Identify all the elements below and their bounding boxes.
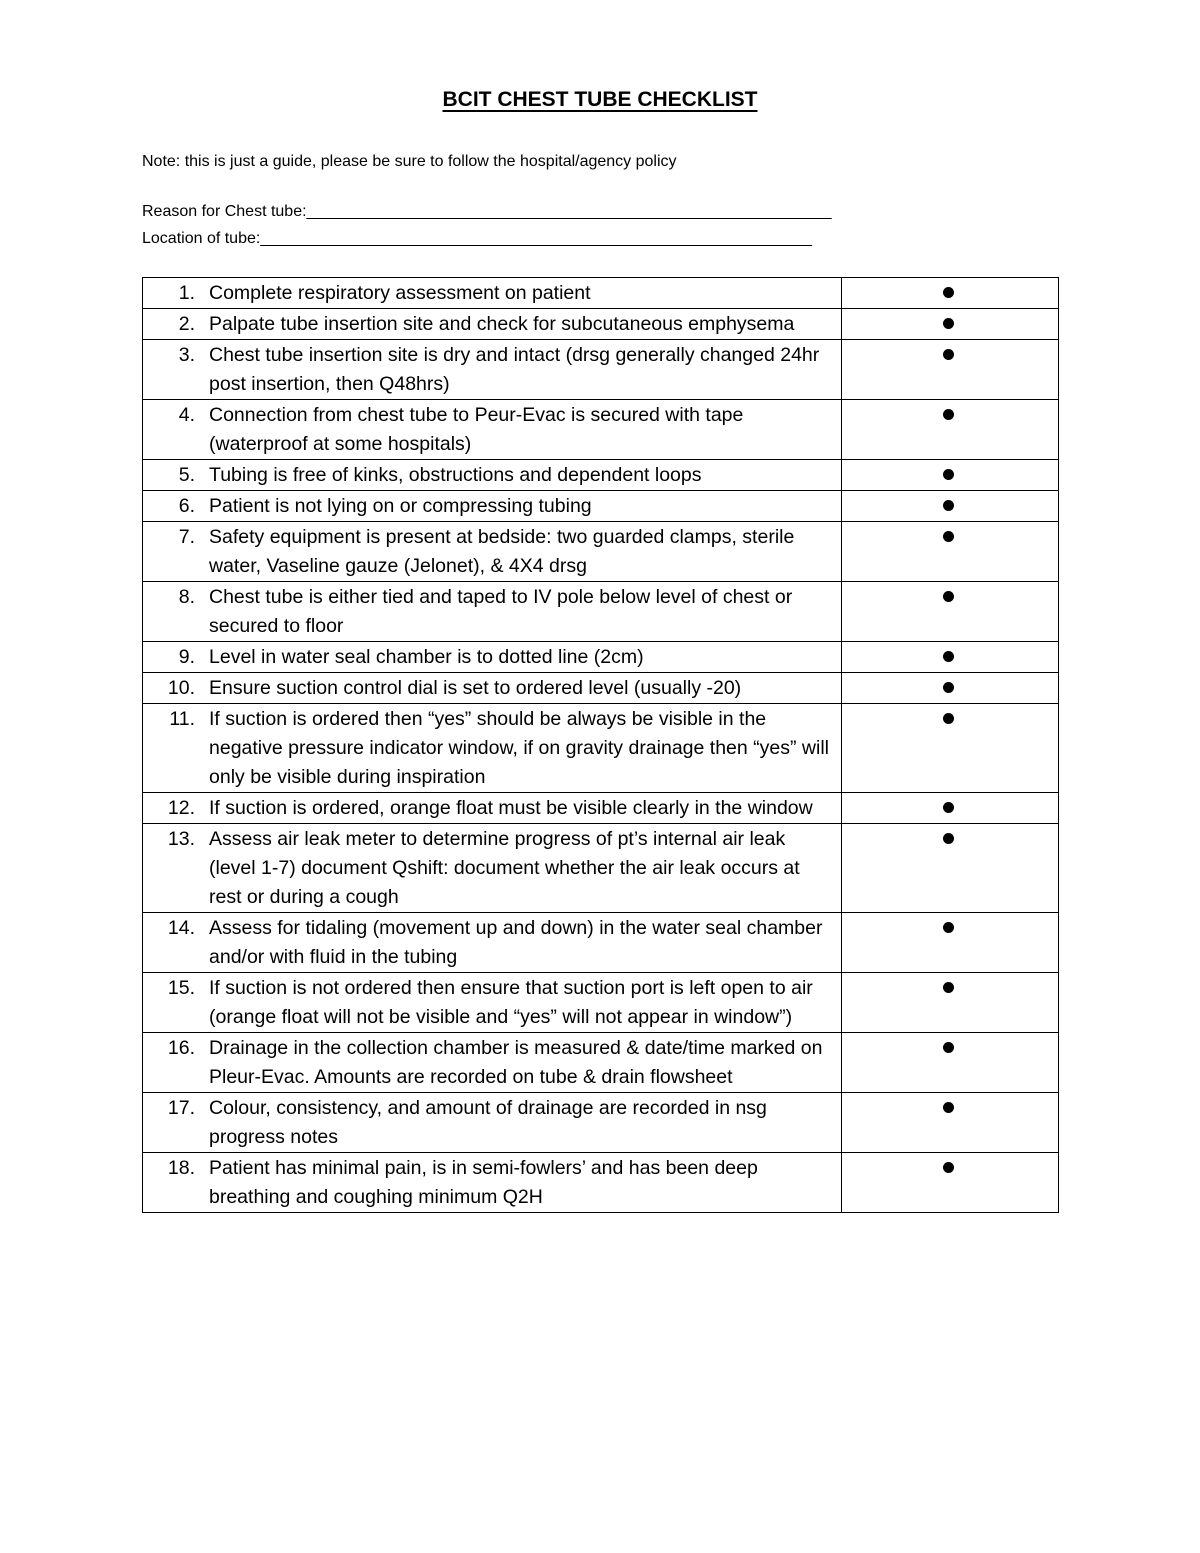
item-number: 16. (167, 1037, 195, 1059)
check-cell (841, 913, 1058, 973)
checklist-item (143, 400, 841, 459)
checklist-row-10 (143, 673, 1059, 704)
bullet-icon (943, 500, 954, 511)
checklist-body (143, 278, 1059, 1213)
checklist-item (143, 642, 841, 672)
checklist-item (143, 1033, 841, 1092)
item-text: Drainage in the collection chamber is measured & date/time marked on Pleur-Evac. Amounts are recorded on tube & drain flowsheet (209, 1037, 823, 1088)
bullet-icon (943, 349, 954, 360)
item-number: 15. (167, 977, 195, 999)
checklist-row-12 (143, 793, 1059, 824)
checklist-item-cell (143, 522, 842, 582)
item-text: Assess air leak meter to determine progress of pt’s internal air leak (level 1-7) document Qshift: document whether the air leak occurs at rest or during a cough (209, 828, 800, 908)
checklist-row-18 (143, 1153, 1059, 1213)
checklist-row-3 (143, 340, 1059, 400)
checklist-table (142, 277, 1059, 1213)
check-cell (841, 824, 1058, 913)
check-cell (841, 673, 1058, 704)
checklist-item-cell (143, 913, 842, 973)
item-number: 13. (167, 828, 195, 850)
checklist-row-16 (143, 1033, 1059, 1093)
checklist-item (143, 1153, 841, 1212)
item-number: 11. (169, 708, 195, 730)
checklist-item (143, 309, 841, 339)
item-text: Complete respiratory assessment on patient (209, 282, 591, 304)
checklist-item-cell (143, 793, 842, 824)
bullet-icon (943, 982, 954, 993)
checklist-item-cell (143, 309, 842, 340)
bullet-icon (943, 1162, 954, 1173)
checklist-row-1 (143, 278, 1059, 309)
checklist-item-cell (143, 704, 842, 793)
checklist-item-cell (143, 973, 842, 1033)
checklist-item-cell (143, 582, 842, 642)
item-number: 8. (178, 586, 195, 608)
checklist-row-4 (143, 400, 1059, 460)
check-cell (841, 642, 1058, 673)
item-text: Level in water seal chamber is to dotted line (2cm) (209, 646, 644, 668)
bullet-icon (943, 1042, 954, 1053)
item-number: 6. (178, 495, 195, 517)
item-number: 17. (167, 1097, 195, 1119)
check-cell (841, 1093, 1058, 1153)
checklist-item-cell (143, 642, 842, 673)
checklist-item-cell (143, 1093, 842, 1153)
check-cell (841, 491, 1058, 522)
check-cell (841, 582, 1058, 642)
checklist-item-cell (143, 824, 842, 913)
check-cell (841, 973, 1058, 1033)
location-of-tube-field: Location of tube:______________________________________________________________ (142, 230, 813, 247)
bullet-icon (943, 469, 954, 480)
checklist-item (143, 793, 841, 823)
bullet-icon (943, 833, 954, 844)
check-cell (841, 522, 1058, 582)
checklist-item-cell (143, 1153, 842, 1213)
checklist-item (143, 522, 841, 581)
check-cell (841, 400, 1058, 460)
item-text: Chest tube insertion site is dry and intact (drsg generally changed 24hr post insertion, then Q48hrs) (209, 344, 820, 395)
item-number: 9. (178, 646, 195, 668)
bullet-icon (943, 651, 954, 662)
checklist-item (143, 673, 841, 703)
item-text: Connection from chest tube to Peur-Evac is secured with tape (waterproof at some hospitals) (209, 404, 744, 455)
checklist-item-cell (143, 278, 842, 309)
item-text: Patient has minimal pain, is in semi-fowlers’ and has been deep breathing and coughing minimum Q2H (209, 1157, 758, 1208)
check-cell (841, 460, 1058, 491)
item-number: 12. (167, 797, 195, 819)
bullet-icon (943, 922, 954, 933)
bullet-icon (943, 531, 954, 542)
item-number: 14. (167, 917, 195, 939)
checklist-item (143, 491, 841, 521)
bullet-icon (943, 713, 954, 724)
item-text: Palpate tube insertion site and check for subcutaneous emphysema (209, 313, 795, 335)
checklist-item-cell (143, 1033, 842, 1093)
checklist-item-cell (143, 340, 842, 400)
checklist-row-13 (143, 824, 1059, 913)
checklist-item (143, 973, 841, 1032)
check-cell (841, 704, 1058, 793)
item-number: 2. (178, 313, 195, 335)
checklist-item-cell (143, 400, 842, 460)
page-title: BCIT CHEST TUBE CHECKLIST (442, 88, 758, 111)
check-cell (841, 793, 1058, 824)
checklist-row-5 (143, 460, 1059, 491)
item-text: Patient is not lying on or compressing tubing (209, 495, 592, 517)
bullet-icon (943, 409, 954, 420)
item-number: 5. (178, 464, 195, 486)
checklist-item (143, 278, 841, 308)
checklist-row-17 (143, 1093, 1059, 1153)
item-text: Chest tube is either tied and taped to IV pole below level of chest or secured to floor (209, 586, 793, 637)
reason-for-chest-tube-field: Reason for Chest tube:___________________________________________________________ (142, 203, 832, 220)
item-text: Tubing is free of kinks, obstructions and dependent loops (209, 464, 702, 486)
policy-note: Note: this is just a guide, please be sure to follow the hospital/agency policy (142, 153, 677, 170)
item-number: 3. (178, 344, 195, 366)
bullet-icon (943, 287, 954, 298)
item-text: Colour, consistency, and amount of drainage are recorded in nsg progress notes (209, 1097, 767, 1148)
check-cell (841, 1153, 1058, 1213)
item-number: 7. (178, 526, 195, 548)
checklist-row-11 (143, 704, 1059, 793)
checklist-row-15 (143, 973, 1059, 1033)
checklist-item (143, 1093, 841, 1152)
item-number: 4. (178, 404, 195, 426)
item-number: 10. (167, 677, 195, 699)
checklist-item-cell (143, 460, 842, 491)
checklist-item (143, 340, 841, 399)
check-cell (841, 340, 1058, 400)
check-cell (841, 278, 1058, 309)
checklist-row-2 (143, 309, 1059, 340)
bullet-icon (943, 682, 954, 693)
checklist-item (143, 460, 841, 490)
checklist-row-7 (143, 522, 1059, 582)
checklist-item-cell (143, 673, 842, 704)
item-text: If suction is ordered then “yes” should be always be visible in the negative pressure indicator window, if on gravity drainage then “yes” will only be visible during inspiration (209, 708, 829, 788)
bullet-icon (943, 591, 954, 602)
check-cell (841, 1033, 1058, 1093)
bullet-icon (943, 802, 954, 813)
item-text: Safety equipment is present at bedside: two guarded clamps, sterile water, Vaseline gauze (Jelonet), & 4X4 drsg (209, 526, 795, 577)
checklist-item-cell (143, 491, 842, 522)
checklist-row-8 (143, 582, 1059, 642)
checklist-row-6 (143, 491, 1059, 522)
checklist-row-14 (143, 913, 1059, 973)
check-cell (841, 309, 1058, 340)
bullet-icon (943, 1102, 954, 1113)
checklist-item (143, 913, 841, 972)
checklist-item (143, 704, 841, 792)
item-text: If suction is ordered, orange float must be visible clearly in the window (209, 797, 813, 819)
item-text: If suction is not ordered then ensure that suction port is left open to air (orange float will not be visible and “yes” will not appear in window”) (209, 977, 813, 1028)
item-number: 1. (178, 282, 195, 304)
item-text: Assess for tidaling (movement up and down) in the water seal chamber and/or with fluid in the tubing (209, 917, 823, 968)
checklist-item (143, 582, 841, 641)
item-number: 18. (167, 1157, 195, 1179)
bullet-icon (943, 318, 954, 329)
item-text: Ensure suction control dial is set to ordered level (usually -20) (209, 677, 742, 699)
checklist-item (143, 824, 841, 912)
checklist-row-9 (143, 642, 1059, 673)
